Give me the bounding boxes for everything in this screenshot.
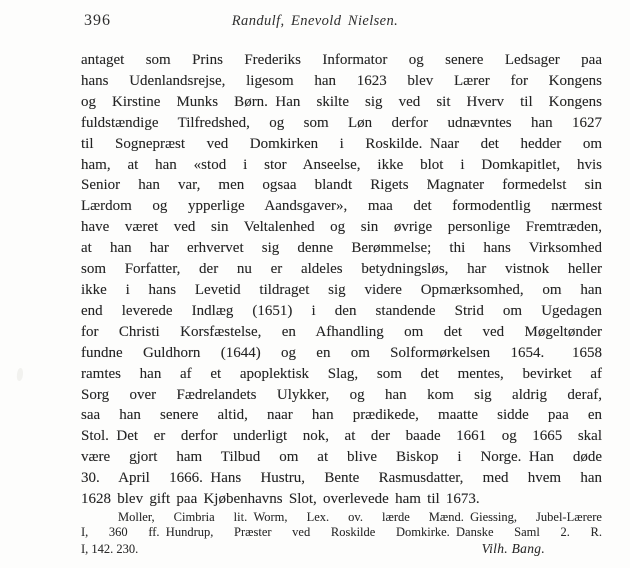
text-line: være gjort ham Tilbud om at blive Biskop i Norge. Han døde — [81, 449, 602, 466]
scan-artifact — [16, 368, 24, 382]
text-line: have været ved sin Veltalenhed og sin øvrige personlige Fremtræden, — [81, 219, 602, 236]
text-line: ikke i hans Levetid tildraget sig videre Opmærksomhed, om han — [81, 281, 602, 298]
text-line: saa han senere altid, naar han prædikede, maatte sidde paa en — [81, 407, 602, 424]
text-line: hans Udenlandsrejse, ligesom han 1623 blev Lærer for Kongens — [81, 72, 602, 89]
text-line: antaget som Prins Frederiks Informator og senere Ledsager paa — [81, 52, 602, 68]
text-line: at han har erhvervet sig denne Berømmelse; thi hans Virksomhed — [81, 240, 602, 257]
body-text — [81, 50, 602, 510]
text-line: 1628 blev gift paa Kjøbenhavns Slot, overlevede ham til 1673. — [81, 491, 480, 508]
text-line: end leverede Indlæg (1651) i den standende Strid om Ugedagen — [81, 302, 602, 319]
text-line: Senior han var, men ogsaa blandt Rigets Magnater formedelst sin — [81, 177, 602, 194]
text-line: Stol. Det er derfor underligt nok, at der baade 1661 og 1665 skal — [81, 428, 602, 445]
text-line: 30. April 1666. Hans Hustru, Bente Rasmusdatter, med hvem han — [81, 470, 602, 487]
author-signature: Vilh. Bang. — [481, 540, 545, 556]
text-line: som Forfatter, der nu er aldeles betydningsløs, har vistnok heller — [81, 261, 602, 278]
text-line: ham, at han «stod i stor Anseelse, ikke blot i Domkapitlet, hvis — [81, 156, 602, 173]
footnote-references — [81, 510, 602, 557]
text-line: og Kirstine Munks Børn. Han skilte sig ved sit Hverv til Kongens — [81, 93, 602, 110]
text-line: fuldstændige Tilfredshed, og som Løn derfor udnævntes han 1627 — [81, 114, 602, 131]
footnote-last-line — [81, 541, 602, 557]
text-line: for Christi Korsfæstelse, en Afhandling om det ved Møgeltønder — [81, 323, 602, 340]
text-line: ramtes han af et apoplektisk Slag, som det mentes, bevirket af — [81, 365, 602, 382]
text-line: til Sognepræst ved Domkirken i Roskilde. Naar det hedder om — [81, 135, 602, 152]
running-header-title: Randulf, Enevold Nielsen. — [231, 13, 399, 29]
footnote-reference: I, 142. 230. — [81, 541, 139, 556]
text-line: Lærdom og ypperlige Aandsgaver», maa det formodentlig nærmest — [81, 198, 602, 215]
footnote-line: I, 360 ff. Hundrup, Præster ved Roskilde Domkirke. Danske Saml 2. R. — [81, 525, 602, 540]
text-line: Sorg over Fædrelandets Ulykker, og han kom sig aldrig deraf, — [81, 386, 602, 403]
footnote-line: Moller, Cimbria lit. Worm, Lex. ov. lærde Mænd. Giessing, Jubel-Lærere — [118, 510, 602, 524]
page-number: 396 — [84, 12, 111, 29]
text-line: fundne Guldhorn (1644) og en om Solformørkelsen 1654. 1658 — [81, 344, 602, 361]
